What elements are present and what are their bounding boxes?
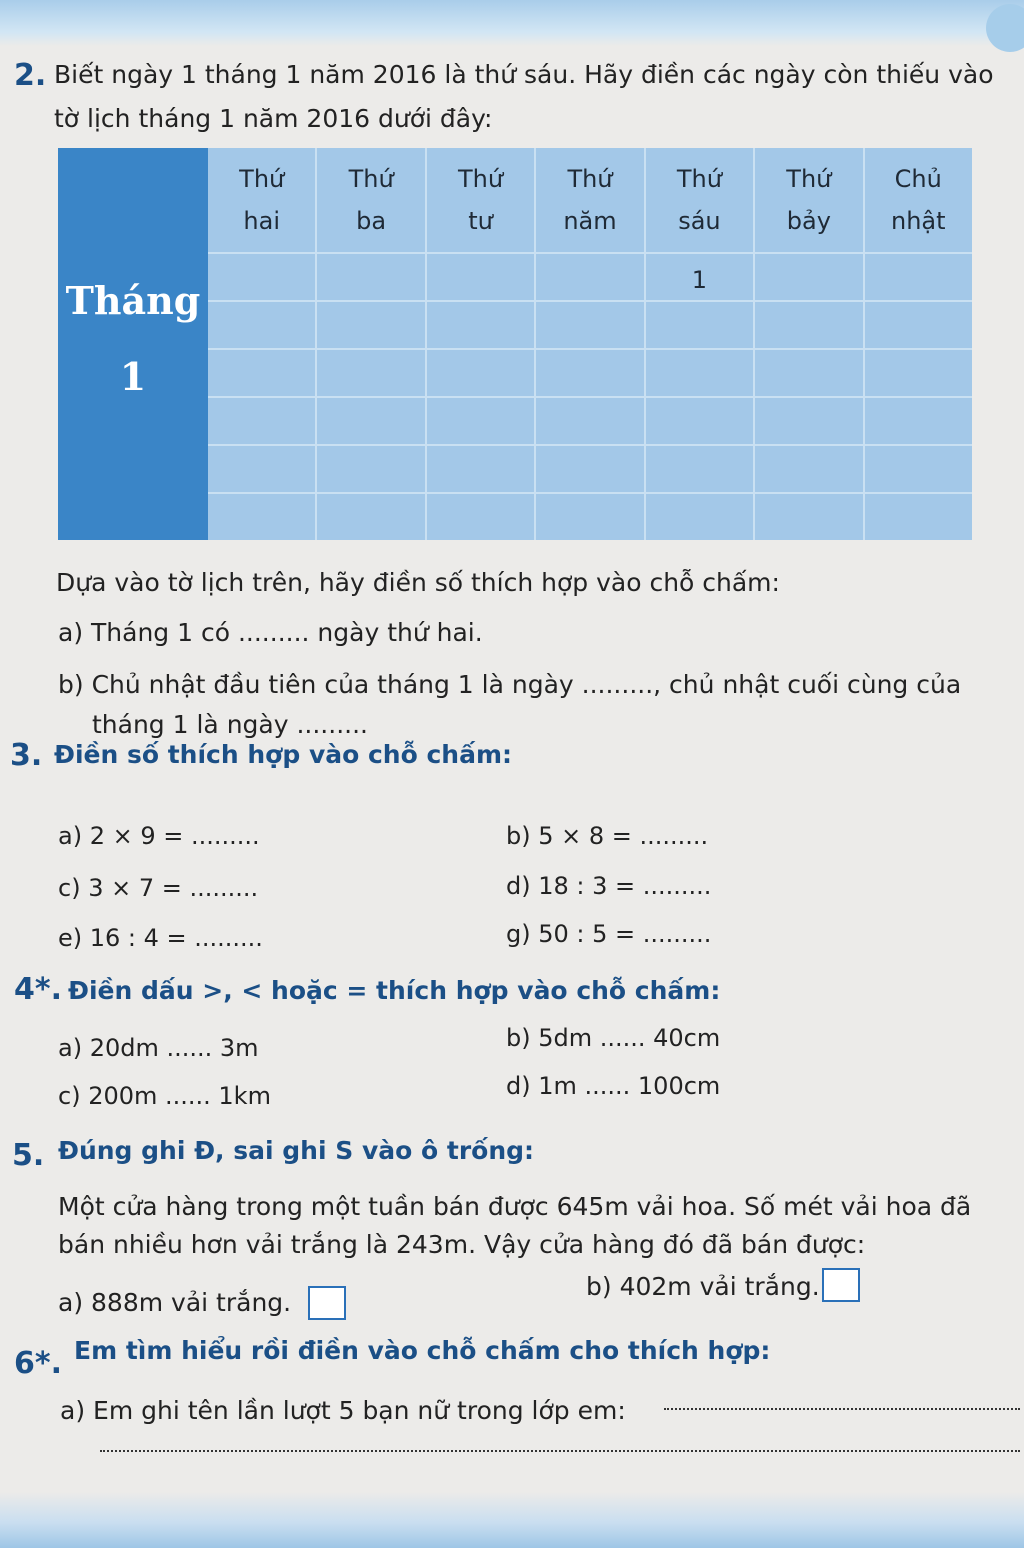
calendar-cell[interactable] (865, 398, 972, 444)
calendar-cell[interactable] (755, 302, 862, 348)
header-wednesday: Thứ tư (427, 148, 534, 252)
header-thursday: Thứ năm (536, 148, 643, 252)
q5-a-answer-box[interactable] (308, 1286, 346, 1320)
calendar-cell[interactable] (755, 350, 862, 396)
calendar-cell[interactable] (317, 494, 424, 540)
q5-text-line2: bán nhiều hơn vải trắng là 243m. Vậy cửa hàng đó đã bán được: (58, 1230, 866, 1259)
q4-number: 4*. (14, 972, 62, 1007)
q3-e: e) 16 : 4 = ......... (58, 924, 263, 952)
calendar-cell[interactable] (317, 254, 424, 300)
calendar-cell[interactable] (427, 446, 534, 492)
q3-number: 3. (10, 738, 43, 773)
q2-part-b-line2: tháng 1 là ngày ......... (92, 710, 368, 739)
q5-b-answer-box[interactable] (822, 1268, 860, 1302)
calendar-cell[interactable] (536, 254, 643, 300)
calendar-month-number: 1 (119, 354, 147, 399)
calendar-cell[interactable] (208, 254, 315, 300)
calendar-cell[interactable] (646, 350, 753, 396)
q5-text-line1: Một cửa hàng trong một tuần bán được 645m vải hoa. Số mét vải hoa đã (58, 1192, 972, 1221)
calendar-cell[interactable] (865, 350, 972, 396)
calendar-cell[interactable] (536, 398, 643, 444)
calendar-cell[interactable] (536, 446, 643, 492)
calendar-cell[interactable] (865, 494, 972, 540)
q5-title: Đúng ghi Đ, sai ghi S vào ô trống: (58, 1136, 535, 1165)
q2-part-a: a) Tháng 1 có ......... ngày thứ hai. (58, 618, 483, 647)
calendar-cell[interactable] (208, 494, 315, 540)
q6-title: Em tìm hiểu rồi điền vào chỗ chấm cho thích hợp: (74, 1336, 771, 1365)
calendar-cell[interactable] (427, 302, 534, 348)
q2-intro: Dựa vào tờ lịch trên, hãy điền số thích hợp vào chỗ chấm: (56, 568, 780, 597)
calendar-cell[interactable] (755, 398, 862, 444)
calendar-cell[interactable] (427, 350, 534, 396)
calendar-cell[interactable] (865, 302, 972, 348)
q6-a: a) Em ghi tên lần lượt 5 bạn nữ trong lớp em: (60, 1396, 626, 1425)
calendar-cell[interactable] (317, 350, 424, 396)
calendar-day-value: 1 (691, 266, 708, 294)
q3-title: Điền số thích hợp vào chỗ chấm: (54, 740, 513, 769)
calendar-table (58, 148, 972, 540)
calendar-cell[interactable] (646, 254, 753, 300)
q4-a: a) 20dm ...... 3m (58, 1034, 259, 1062)
q3-d: d) 18 : 3 = ......... (506, 872, 712, 900)
q2-prompt-line1: Biết ngày 1 tháng 1 năm 2016 là thứ sáu. Hãy điền các ngày còn thiếu vào (54, 60, 994, 89)
bottom-decoration-band (0, 1492, 1024, 1548)
calendar-cell[interactable] (865, 446, 972, 492)
calendar-cell[interactable] (536, 350, 643, 396)
calendar-cell[interactable] (646, 446, 753, 492)
calendar-cell[interactable] (755, 494, 862, 540)
q6-answer-line-2[interactable] (100, 1450, 1020, 1452)
calendar-cell[interactable] (865, 254, 972, 300)
calendar-cell[interactable] (427, 494, 534, 540)
q3-a: a) 2 × 9 = ......... (58, 822, 260, 850)
calendar-cell[interactable] (208, 302, 315, 348)
q4-title: Điền dấu >, < hoặc = thích hợp vào chỗ chấm: (68, 976, 721, 1005)
calendar-cell[interactable] (317, 446, 424, 492)
calendar-cell[interactable] (646, 494, 753, 540)
header-tuesday: Thứ ba (317, 148, 424, 252)
q6-number: 6*. (14, 1346, 62, 1381)
calendar-cell[interactable] (427, 398, 534, 444)
calendar-cell[interactable] (317, 302, 424, 348)
q5-a: a) 888m vải trắng. (58, 1288, 292, 1317)
header-saturday: Thứ bảy (755, 148, 862, 252)
calendar-cell[interactable] (536, 302, 643, 348)
q2-part-b-line1: b) Chủ nhật đầu tiên của tháng 1 là ngày ........., chủ nhật cuối cùng của (58, 670, 962, 699)
q3-b: b) 5 × 8 = ......... (506, 822, 709, 850)
calendar-cell[interactable] (646, 302, 753, 348)
q3-c: c) 3 × 7 = ......... (58, 874, 259, 902)
calendar-cell[interactable] (208, 446, 315, 492)
calendar-month-column (58, 148, 208, 540)
calendar-cell[interactable] (646, 398, 753, 444)
q4-b: b) 5dm ...... 40cm (506, 1024, 721, 1052)
q3-g: g) 50 : 5 = ......... (506, 920, 712, 948)
q4-d: d) 1m ...... 100cm (506, 1072, 721, 1100)
calendar-cell[interactable] (208, 398, 315, 444)
calendar-cell[interactable] (536, 494, 643, 540)
top-decoration-band (0, 0, 1024, 46)
calendar-grid (208, 148, 972, 540)
q2-prompt-line2: tờ lịch tháng 1 năm 2016 dưới đây: (54, 104, 493, 133)
header-sunday: Chủ nhật (865, 148, 972, 252)
header-friday: Thứ sáu (646, 148, 753, 252)
calendar-cell[interactable] (317, 398, 424, 444)
calendar-cell[interactable] (427, 254, 534, 300)
q6-a-answer-line[interactable] (664, 1408, 1020, 1410)
q2-number: 2. (14, 58, 47, 93)
calendar-cell[interactable] (208, 350, 315, 396)
q5-number: 5. (12, 1138, 45, 1173)
calendar-cell[interactable] (755, 446, 862, 492)
calendar-cell[interactable] (755, 254, 862, 300)
q4-c: c) 200m ...... 1km (58, 1082, 271, 1110)
q5-b: b) 402m vải trắng. (586, 1272, 820, 1301)
header-monday: Thứ hai (208, 148, 315, 252)
calendar-month-word: Tháng (65, 278, 201, 323)
